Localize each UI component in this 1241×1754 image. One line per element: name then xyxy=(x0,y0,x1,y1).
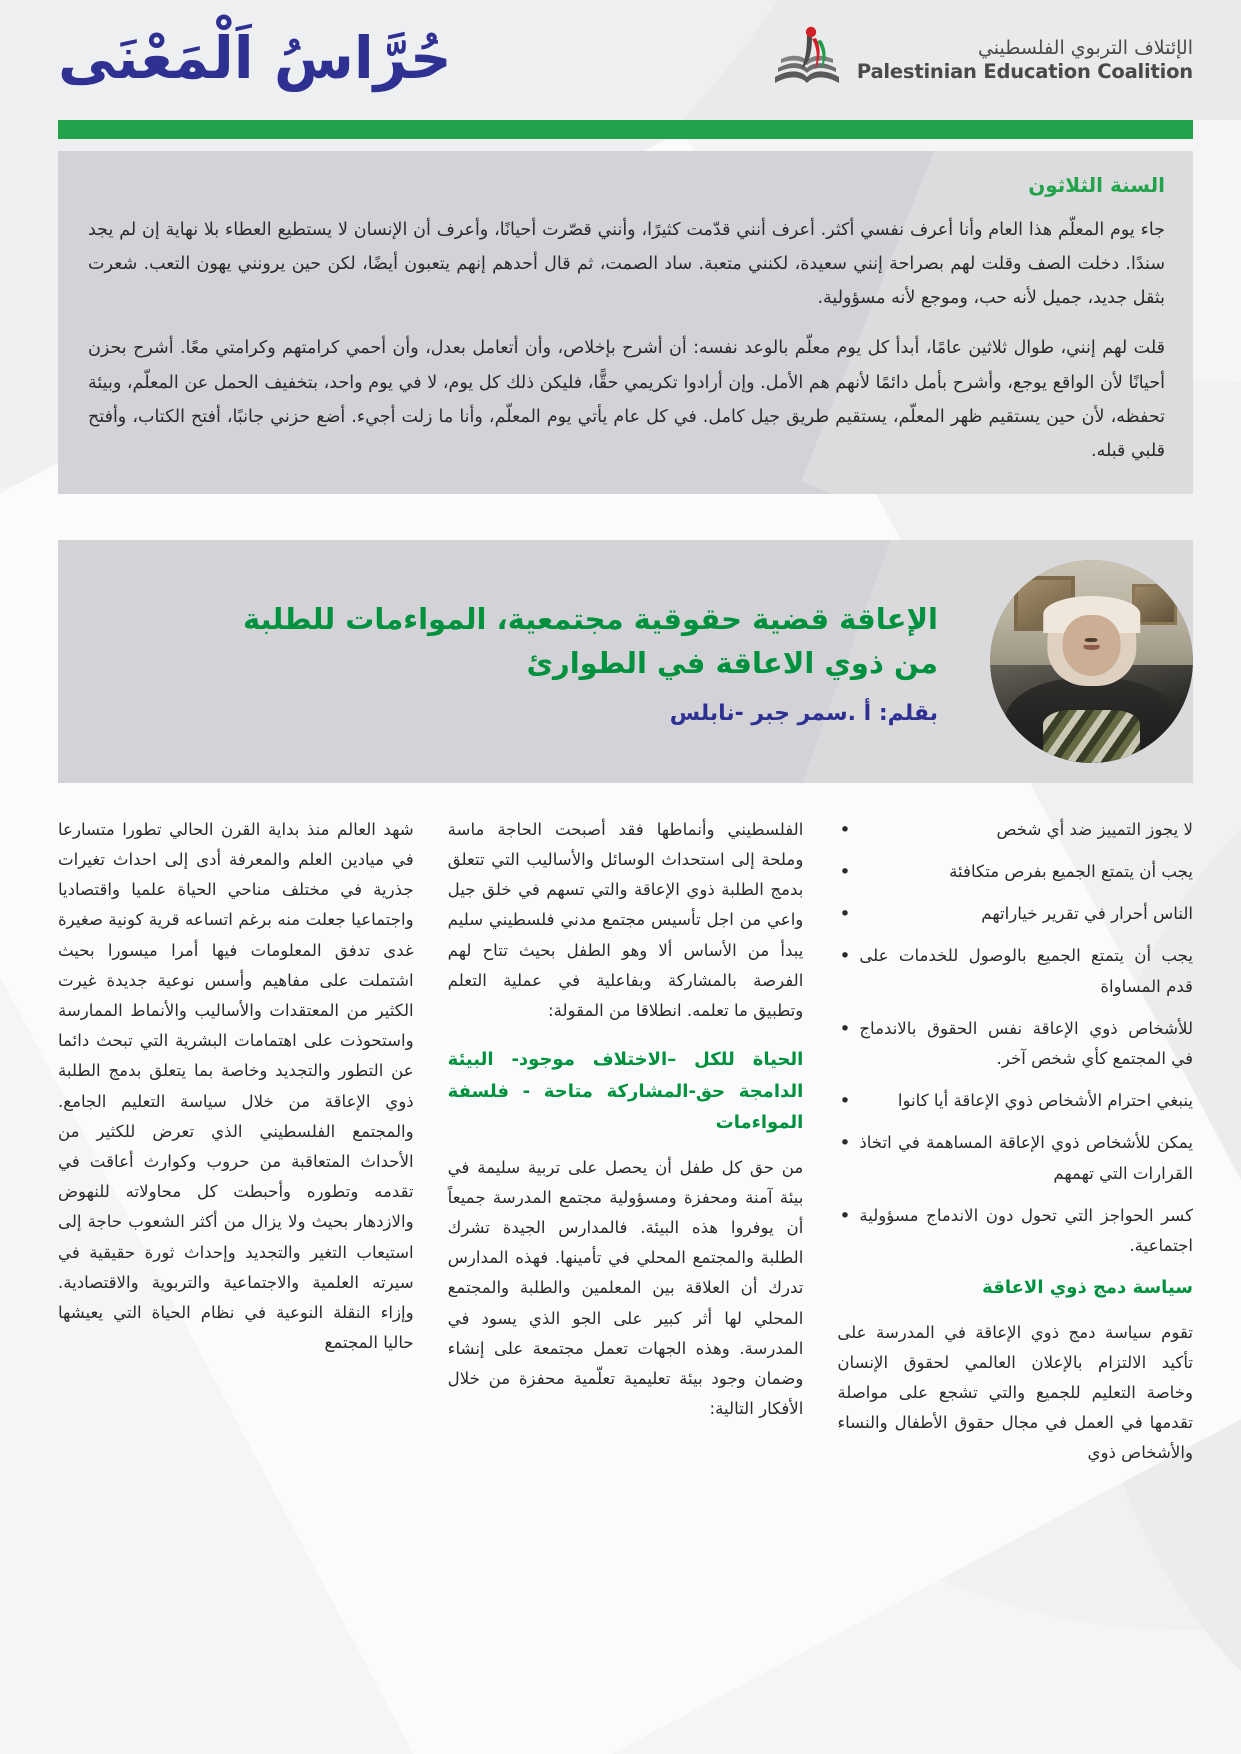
top-story-panel xyxy=(58,151,1193,494)
middle-column-paragraph-top: الفلسطيني وأنماطها فقد أصبحت الحاجة ماسة وملحة إلى استحداث الوسائل والأساليب التي تتعلق بدمج الطلبة ذوي الإعاقة والتي تسهم في خلق جيل واعي من اجل تأسيس مجتمع مدني فلسطيني سليم يبدأ من الأساس ألا وهو الطفل بحيث تتاح لهم الفرصة بالمشاركة وبفاعلية في عملية التعلم وتطبيق ما تعلمه. انطلاقا من المقولة: xyxy=(447,819,804,1020)
masthead-title: حُرَّاسُ اَلْمَعْنَى xyxy=(58,24,452,92)
feature-byline: بقلم: أ .سمر جبر -نابلس xyxy=(669,700,938,726)
principles-bullet-list xyxy=(837,815,1193,1261)
list-item: يجب أن يتمتع الجميع بفرص متكافئة • xyxy=(837,857,1193,887)
column-middle xyxy=(448,815,804,1425)
article-columns xyxy=(58,815,1193,1469)
brand-name-english: Palestinian Education Coalition xyxy=(856,60,1193,83)
list-item: الناس أحرار في تقرير خياراتهم • xyxy=(837,899,1193,929)
column-right xyxy=(58,815,414,1358)
column-left xyxy=(837,815,1193,1469)
list-item: يجب أن يتمتع الجميع بالوصول للخدمات على قدم المساواة • xyxy=(837,941,1193,1001)
list-item: ينبغي احترام الأشخاص ذوي الإعاقة أيا كانوا • xyxy=(837,1086,1193,1116)
author-photo xyxy=(990,560,1193,763)
brand-name-arabic: الإئتلاف التربوي الفلسطيني xyxy=(977,37,1193,59)
list-item: لا يجوز التمييز ضد أي شخص • xyxy=(837,815,1193,845)
book-person-logo xyxy=(771,25,845,95)
brand-text xyxy=(857,37,1193,83)
list-item: يمكن للأشخاص ذوي الإعاقة المساهمة في اتخاذ القرارات التي تهمهم • xyxy=(837,1128,1193,1188)
left-column-subheading: سياسة دمج ذوي الاعاقة xyxy=(982,1277,1193,1299)
feature-title-line-2: من ذوي الاعاقة في الطوارئ xyxy=(526,645,938,680)
author-photo-image xyxy=(990,560,1193,763)
page-header xyxy=(0,0,1241,120)
left-column-paragraph: تقوم سياسة دمج ذوي الإعاقة في المدرسة على تأكيد الالتزام بالإعلان العالمي لحقوق الإنسان وخاصة التعليم للجميع والتي تشجع على مواصلة تقدمها في العمل في مجال حقوق الأطفال والنساء والأشخاص ذوي xyxy=(837,1322,1193,1463)
right-column-paragraph: شهد العالم منذ بداية القرن الحالي تطورا متسارعا في ميادين العلم والمعرفة أدى إلى احداث تغيرات جذرية في مختلف مناحي الحياة علميا واقتصاديا واجتماعيا جعلت منه برغم اتساعه قرية كونية صغيرة غدى تدفق المعلومات فيها أمرا ميسورا بحيث اشتملت على مفاهيم وأسس نوعية جديدة غيرت الكثير من المعتقدات والأساليب والأنماط الممارسة واستحوذت على اهتمامات البشرية التي تبحث دائما عن التطور والتجديد وخاصة بما يتعلق بدمج الطلبة ذوي الإعاقة من خلال سياسة التعليم الجامع. والمجتمع الفلسطيني الذي تعرض للكثير من الأحداث المتعاقبة من حروب وكوارث أعاقت في تقدمه وتطوره وأحبطت كل محاولاته للنهوض والازدهار بحيث ولا يزال من أكثر الشعوب حاجة إلى استيعاب التغير والتجديد وإحداث ثورة حقيقية في سيرته العلمية والاجتماعية والتربوية والاقتصادية. وإزاء النقلة النوعية في نظام الحياة التي يعيشها حاليا المجتمع xyxy=(57,819,414,1353)
top-story-paragraph-1: جاء يوم المعلّم هذا العام وأنا أعرف نفسي أكثر. أعرف أنني قدّمت كثيرًا، وأنني قصّرت أحيانًا، وأعرف أن الإنسان لا يستطيع العطاء بلا نهاية إن لم يجد سندًا. دخلت الصف وقلت لهم بصراحة إنني سعيدة، لكنني متعبة. ساد الصمت، ثم قال أحدهم إنهم يتعبون أيضًا، لكن حين يرونني يهون التعب. شعرت بثقل جديد، جميل لأنه حب، وموجع لأنه مسؤولية. xyxy=(88,220,1165,309)
middle-column-paragraph-after: من حق كل طفل أن يحصل على تربية سليمة في بيئة آمنة ومحفزة ومسؤولية مجتمع المدرسة جميعاً أن يوفروا هذه البيئة. فالمدارس الجيدة تشرك الطلبة والمجتمع المحلي في تأمينها. فهذه المدارس تدرك أن العلاقة بين المعلمين والطلبة والمجتمع المحلي لها أثر كبير على الجو الذي يسود في المدرسة. وهذه الجهات تعمل مجتمعة على إنشاء وضمان وجود بيئة تعليمية تعلّمية محفزة من خلال الأفكار التالية: xyxy=(447,1157,804,1419)
feature-text-block xyxy=(58,597,976,726)
feature-title-line-1: الإعاقة قضية حقوقية مجتمعية، المواءمات للطلبة xyxy=(242,601,938,636)
list-item: للأشخاص ذوي الإعاقة نفس الحقوق بالاندماج في المجتمع كأي شخص آخر. • xyxy=(837,1014,1193,1074)
feature-banner xyxy=(58,540,1193,783)
middle-column-pullquote: الحياة للكل –الاختلاف موجود- البيئة الدامجة حق-المشاركة متاحة - فلسفة المواءمات xyxy=(447,1049,804,1134)
top-story-kicker: السنة الثلاثون xyxy=(1028,173,1165,197)
header-green-rule xyxy=(58,120,1193,139)
brand-lockup xyxy=(771,25,1193,95)
top-story-paragraph-2: قلت لهم إنني، طوال ثلاثين عامًا، أبدأ كل يوم معلّم بالوعد نفسه: أن أشرح بإخلاص، وأن أتعامل بعدل، وأن أحمي كرامتهم وكرامتي معًا. أشرح بحزن أحيانًا لأن الواقع يوجع، وأشرح بأمل دائمًا لأنهم هم الأمل. وإن أرادوا تكريمي حقًّا، فليكن ذلك كل يوم، لا في يوم واحد، بتخفيف الحمل عن المعلّم، وبيئة تحفظه، لأن حين يستقيم ظهر المعلّم، يستقيم طريق جيل كامل. في كل عام يأتي يوم المعلّم، وأنا ما زلت أجيء. أضع حزني جانبًا، أفتح الكتاب، وأفتح قلبي قبله. xyxy=(88,338,1165,461)
list-item: كسر الحواجز التي تحول دون الاندماج مسؤولية اجتماعية. • xyxy=(837,1201,1193,1261)
